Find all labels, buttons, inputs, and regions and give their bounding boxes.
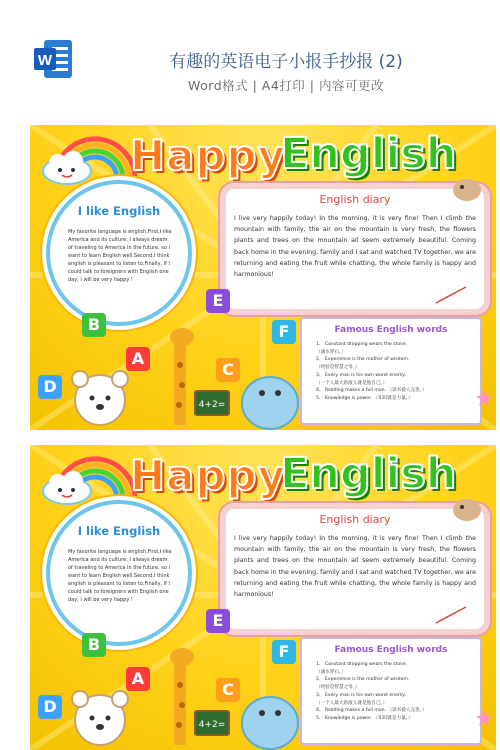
svg-text:W: W [37, 52, 53, 69]
like-english-card [46, 180, 192, 326]
smiling-cloud-icon [40, 151, 94, 185]
like-english-text: My favorite language is english.First,I like America and its culture, I always dream of traveling to America in the future, so I want to learn English well.Second,I think english is pleasant to listen to.Finally, If I could talk to foreigners with English one day, I will be very happy ! [68, 229, 172, 283]
famous-word-item: 1、 Constant dropping wears the stone. [316, 662, 408, 667]
like-english-title: I like English [77, 524, 161, 538]
english-diary-text: I live very happily today! In the morning, it is very fine! Then I climb the mountain with family, the air on the mountain is very fresh, the flowers plants and trees on the mountain all seem extremely beautiful. Coming back home in the evening, family and I sat and watched TV together, we are returning and eating the fruit while chatting, the whole family is happy and harmonious! [234, 535, 476, 599]
letter-block-c: C [216, 358, 240, 382]
famous-word-item: （一个人最大的敌人就是他自己。） [316, 380, 388, 386]
english-diary-title: English diary [319, 513, 391, 526]
bird-icon [450, 493, 484, 523]
famous-word-item: 3、 Every man is his own worst enemy. [316, 692, 406, 698]
letter-block-a: A [126, 667, 150, 691]
letter-block-b: B [82, 313, 106, 337]
famous-word-item: 4、 Reading makes a full man. （读书使人完善。） [316, 388, 427, 394]
famous-word-item: 5、 Knowledge is power. （知识就是力量。） [316, 715, 413, 721]
bear-icon [70, 685, 130, 750]
heading-english: English [280, 129, 457, 179]
famous-word-item: （滴水穿石。） [316, 669, 346, 675]
english-diary-title: English diary [319, 193, 391, 206]
chalkboard-icon [194, 390, 230, 416]
chalkboard-icon [194, 710, 230, 736]
chalkboard-text: 4+2= [198, 720, 226, 730]
bear-icon [70, 365, 130, 430]
bird-icon [450, 173, 484, 203]
famous-word-item: （经验是智慧之母。） [316, 685, 360, 691]
poster-preview-1 [30, 125, 496, 430]
famous-words-card [300, 637, 482, 745]
letter-block-d: D [38, 375, 62, 399]
famous-word-item: 2、 Experience is the mother of wisdom. [316, 357, 410, 363]
famous-word-item: 3、 Every man is his own worst enemy. [316, 372, 406, 378]
famous-word-item: 4、 Reading makes a full man. （读书使人完善。） [316, 708, 427, 714]
famous-words-list [316, 661, 476, 723]
english-diary-text: I live very happily today! In the morning, it is very fine! Then I climb the mountain with family, the air on the mountain is very fresh, the flowers plants and trees on the mountain all seem extremely beautiful. Coming back home in the evening, family and I sat and watched TV together, we are returning and eating the fruit while chatting, the whole family is happy and harmonious! [234, 215, 476, 279]
famous-word-item: 2、 Experience is the mother of wisdom. [316, 677, 410, 683]
poster-preview-2 [30, 445, 496, 750]
letter-block-d: D [38, 695, 62, 719]
heading-happy: Happy [130, 451, 286, 500]
letter-block-f: F [272, 640, 296, 664]
star-icon [475, 389, 493, 407]
letter-block-e: E [206, 609, 230, 633]
letter-block-c: C [216, 678, 240, 702]
paper-plane-icon [435, 605, 467, 625]
famous-words-title: Famous English words [334, 325, 448, 335]
hippo-icon [240, 363, 300, 430]
like-english-text: My favorite language is english.First,I like America and its culture, I always dream of traveling to America in the future, so I want to learn English well.Second,I think english is pleasant to listen to.Finally, If I could talk to foreigners with English one day, I will be very happy ! [68, 549, 172, 603]
like-english-title: I like English [77, 204, 161, 218]
letter-block-a: A [126, 347, 150, 371]
paper-plane-icon [435, 285, 467, 305]
page-header [0, 0, 500, 125]
star-icon [475, 709, 493, 727]
famous-word-item: （滴水穿石。） [316, 349, 346, 355]
hippo-icon [240, 683, 300, 750]
heading-happy: Happy [130, 131, 286, 180]
document-title: 有趣的英语电子小报手抄报 (2) [169, 52, 403, 72]
document-subtitle: Word格式 | A4打印 | 内容可更改 [188, 78, 384, 93]
famous-words-title: Famous English words [334, 645, 448, 655]
letter-block-e: E [206, 289, 230, 313]
famous-word-item: 1、 Constant dropping wears the stone. [316, 342, 408, 347]
chalkboard-text: 4+2= [198, 400, 226, 410]
famous-word-item: （一个人最大的敌人就是他自己。） [316, 700, 388, 706]
like-english-card [46, 500, 192, 646]
famous-words-list [316, 341, 476, 403]
letter-block-b: B [82, 633, 106, 657]
smiling-cloud-icon [40, 471, 94, 505]
letter-block-f: F [272, 320, 296, 344]
famous-word-item: 5、 Knowledge is power. （知识就是力量。） [316, 395, 413, 401]
heading-english: English [280, 449, 457, 499]
famous-words-card [300, 317, 482, 425]
famous-word-item: （经验是智慧之母。） [316, 365, 360, 371]
word-icon [32, 38, 74, 80]
